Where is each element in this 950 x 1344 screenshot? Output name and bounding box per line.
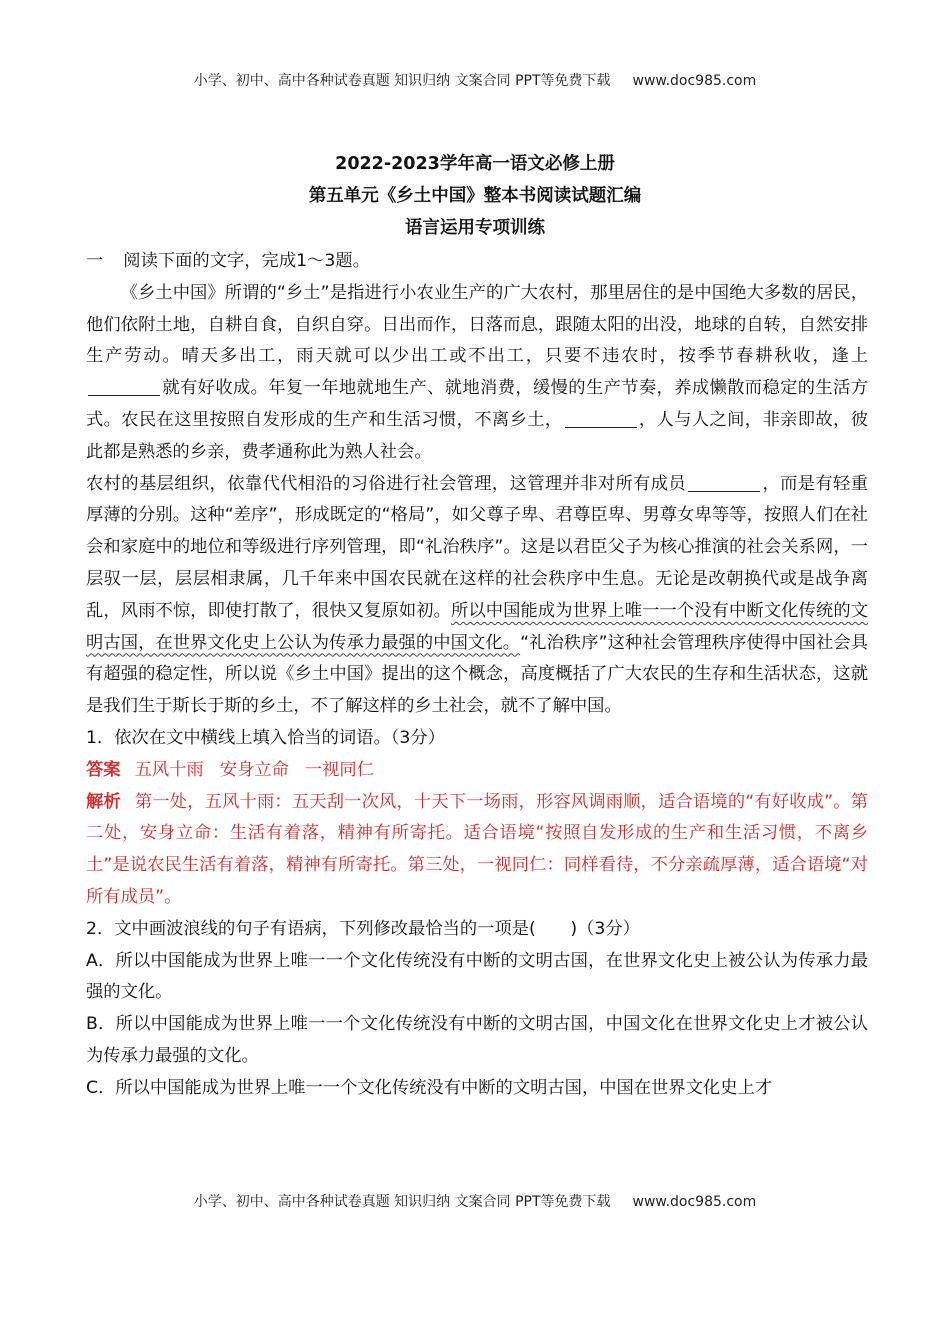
section-number: 一	[86, 251, 104, 271]
wavy-underlined-sentence: 所以中国能成为世界上唯一一个没有中断文化传统的文明古国，在世界文化史上公认为传承力最强的中国文化。	[86, 600, 868, 653]
footer-text: 小学、初中、高中各种试卷真题 知识归纳 文案合同 PPT等免费下载	[193, 1194, 611, 1210]
answer-line	[86, 755, 868, 787]
passage-text: ，人与人之间，非亲即故，彼此都是熟悉的乡亲，费孝通称此为熟人社会。	[86, 409, 868, 462]
title-unit: 第五单元《乡土中国》整本书阅读试题汇编	[308, 186, 642, 206]
header-url[interactable]: www.doc985.com	[632, 73, 757, 89]
section-heading	[86, 246, 868, 278]
page-footer	[0, 1191, 950, 1211]
passage-text: “礼治秩序”这种社会管理秩序使得中国社会具有超强的稳定性，所以说《乡土中国》提出的这个概念，高度概括了广大农民的生存和生活状态，这就是我们生于斯长于斯的乡土，不了解这样的乡土社会，就不了解中国。	[86, 632, 868, 717]
question-2: 2．文中画波浪线的句子有语病，下列修改最恰当的一项是( )（3分）	[86, 918, 640, 939]
answer-item: 五风十雨	[134, 759, 204, 780]
answer-label: 答案	[86, 759, 121, 780]
option-a: A．所以中国能成为世界上唯一一个文化传统没有中断的文明古国，在世界文化史上被公认为传承力最强的文化。	[86, 950, 868, 1003]
option-c: C．所以中国能成为世界上唯一一个文化传统没有中断的文明古国，中国在世界文化史上才	[86, 1077, 773, 1098]
passage-text: 农村的基层组织，依靠代代相沿的习俗进行社会管理，这管理并非对所有成员	[86, 473, 687, 494]
document-titles	[0, 148, 950, 244]
title-training: 语言运用专项训练	[405, 218, 545, 238]
passage-text: ，而是有轻重厚薄的分别。这种“差序”，形成既定的“格局”，如父尊子卑、君尊臣卑、男尊女卑等等，按照人们在社会和家庭中的地位和等级进行序列管理，即“礼治秩序”。这是以君臣父子为核心推演的社会关系网，一层驭一层，层层相隶属，几千年来中国农民就在这样的社会秩序中生息。无论是改朝换代或是战争离乱，风雨不惊，即使打散了，很快又复原如初。	[86, 473, 868, 621]
title-year-course: 2022-2023学年高一语文必修上册	[335, 154, 615, 174]
analysis-text: 第一处，五风十雨：五天刮一次风，十天下一场雨，形容风调雨顺，适合语境的“有好收成”。第二处，安身立命：生活有着落，精神有所寄托。适合语境“按照自发形成的生产和生活习惯，不离乡土”是说农民生活有着落，精神有所寄托。第三处，一视同仁：同样看待，不分亲疏厚薄，适合语境“对所有成员”。	[86, 791, 868, 907]
passage-paragraph-1	[86, 278, 868, 469]
answer-item: 一视同仁	[304, 759, 374, 780]
analysis-block	[86, 787, 868, 914]
fill-blank-1	[88, 375, 160, 396]
fill-blank-2	[565, 407, 637, 428]
fill-blank-3	[688, 471, 760, 492]
question-1: 1．依次在文中横线上填入恰当的词语。（3分）	[86, 727, 445, 748]
answer-item: 安身立命	[219, 759, 289, 780]
option-b: B．所以中国能成为世界上唯一一个文化传统没有中断的文明古国，中国文化在世界文化史上才被公认为传承力最强的文化。	[86, 1014, 868, 1066]
header-text: 小学、初中、高中各种试卷真题 知识归纳 文案合同 PPT等免费下载	[193, 73, 611, 89]
section-instruction: 阅读下面的文字，完成1～3题。	[123, 251, 370, 271]
footer-url[interactable]: www.doc985.com	[632, 1194, 757, 1210]
passage-paragraph-2	[86, 469, 868, 723]
passage-text: 就有好收成。年复一年地就地生产、就地消费，缓慢的生产节奏，养成懒散而稳定的生活方式。农民在这里按照自发形成的生产和生活习惯，不离乡土，	[86, 378, 868, 430]
analysis-label: 解析	[86, 791, 121, 812]
passage-text: 《乡土中国》所谓的“乡土”是指进行小农业生产的广大农村，那里居住的是中国绝大多数的居民，他们依附土地，自耕自食，自织自穿。日出而作，日落而息，跟随太阳的出没，地球的自转，自然安排生产劳动。晴天多出工，雨天就可以少出工或不出工，只要不违农时，按季节春耕秋收，逢上	[86, 282, 868, 367]
document-body	[86, 246, 868, 1105]
page-header	[0, 70, 950, 90]
